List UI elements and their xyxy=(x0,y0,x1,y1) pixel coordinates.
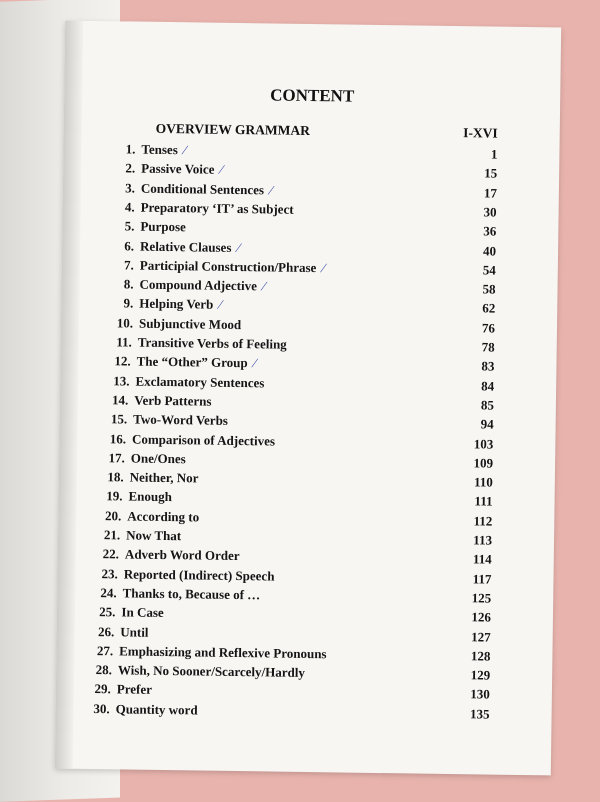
toc-entry-page: 114 xyxy=(472,551,492,567)
toc-entry-page: 17 xyxy=(483,185,497,201)
toc-entry-title: Until xyxy=(120,623,149,640)
toc-entry-number: 5. xyxy=(124,218,135,234)
toc-entry-page: 103 xyxy=(473,435,494,452)
toc-entry-title: One/Ones xyxy=(130,450,186,467)
toc-entry-title: Exclamatory Sentences xyxy=(135,373,265,390)
pen-tick-mark: ⁄ xyxy=(262,278,266,294)
toc-entry-page: 110 xyxy=(473,474,493,490)
toc-entry-number: 26. xyxy=(97,623,115,639)
toc-entry-page: 30 xyxy=(483,204,497,220)
toc-entry-title: Thanks to, Because of … xyxy=(122,585,261,603)
toc-entry-page: 40 xyxy=(482,242,497,259)
toc-entry-title: Conditional Sentences ⁄ xyxy=(140,180,273,198)
toc-entry-page: 111 xyxy=(474,493,493,509)
toc-entry-title: Preparatory ‘IT’ as Subject xyxy=(140,199,294,217)
toc-entry-number: 19. xyxy=(106,488,123,504)
toc-entry-title: Helping Verb ⁄ xyxy=(139,296,222,313)
pen-tick-mark: ⁄ xyxy=(220,162,223,178)
toc-entry-title: In Case xyxy=(121,604,164,621)
toc-entry-title: Verb Patterns xyxy=(134,392,212,409)
toc-entry-number: 16. xyxy=(109,430,127,446)
toc-entry-title: Participial Construction/Phrase ⁄ xyxy=(139,257,325,276)
toc-entry-page: 126 xyxy=(471,609,492,625)
toc-entry-title: Wish, No Sooner/Scarcely/Hardly xyxy=(117,662,306,681)
toc-entry-page: 58 xyxy=(482,281,496,297)
toc-entry-number: 21. xyxy=(103,527,121,543)
toc-entry-title: Two-Word Verbs xyxy=(133,411,229,429)
toc-entry-page: 135 xyxy=(470,705,490,722)
toc-entry-page: 125 xyxy=(471,590,492,606)
overview-label: OVERVIEW GRAMMAR xyxy=(155,120,310,138)
toc-entry-number: 7. xyxy=(123,257,134,273)
toc-entry-title: The “Other” Group ⁄ xyxy=(136,353,256,371)
toc-entry-number: 9. xyxy=(123,295,134,311)
toc-entry-number: 15. xyxy=(110,411,128,427)
toc-entry-page: 117 xyxy=(472,570,492,587)
toc-entry-page: 112 xyxy=(473,513,493,529)
pen-tick-mark: ⁄ xyxy=(253,355,256,371)
table-of-contents xyxy=(55,21,561,776)
document-page xyxy=(55,21,561,776)
toc-entry-title: Prefer xyxy=(116,681,153,698)
toc-entry-number: 6. xyxy=(124,237,135,254)
toc-entry-page: 128 xyxy=(470,648,491,664)
toc-entry-number: 11. xyxy=(116,334,132,350)
toc-entry-title: Enough xyxy=(128,488,172,505)
pen-tick-mark: ⁄ xyxy=(219,297,222,313)
pen-tick-mark: ⁄ xyxy=(269,182,273,198)
toc-entry-page: 36 xyxy=(483,223,497,239)
pen-tick-mark: ⁄ xyxy=(322,259,325,276)
page-title: CONTENT xyxy=(270,85,355,106)
toc-entry-page: 54 xyxy=(482,262,496,278)
toc-entry-title: Transitive Verbs of Feeling xyxy=(137,334,287,352)
toc-entry-number: 24. xyxy=(100,585,117,601)
toc-entry-title: Relative Clauses ⁄ xyxy=(140,238,240,255)
toc-entry-number: 13. xyxy=(113,372,130,389)
toc-entry-page: 127 xyxy=(471,628,491,645)
toc-entry-page: 84 xyxy=(481,378,495,394)
toc-entry-title: According to xyxy=(127,508,200,525)
toc-entry-number: 14. xyxy=(111,392,129,408)
toc-entry-number: 30. xyxy=(93,700,110,716)
toc-entry-number: 1. xyxy=(125,141,136,157)
toc-entry-title: Quantity word xyxy=(115,701,198,718)
toc-entry-title: Adverb Word Order xyxy=(124,546,240,564)
toc-entry-title: Neither, Nor xyxy=(129,469,199,486)
toc-entry-number: 23. xyxy=(101,565,118,581)
toc-entry-title: Passive Voice ⁄ xyxy=(141,160,223,178)
toc-entry-page: 129 xyxy=(470,667,491,683)
toc-entry-number: 17. xyxy=(108,450,125,466)
toc-entry-title: Now That xyxy=(126,527,182,544)
toc-entry-title: Subjunctive Mood xyxy=(138,315,242,332)
toc-entry-number: 3. xyxy=(125,180,136,196)
toc-entry-title: Purpose xyxy=(140,218,186,235)
toc-entry-title: Reported (Indirect) Speech xyxy=(123,566,275,584)
toc-entry-page: 130 xyxy=(470,686,490,702)
toc-entry-page: 15 xyxy=(484,165,498,181)
toc-entry-page: 62 xyxy=(482,300,496,316)
toc-entry-number: 25. xyxy=(99,604,116,620)
toc-entry-page: 83 xyxy=(481,358,495,374)
toc-entry-number: 27. xyxy=(96,642,114,659)
pen-tick-mark: ⁄ xyxy=(237,239,240,255)
pen-tick-mark: ⁄ xyxy=(183,142,187,158)
toc-entry-number: 8. xyxy=(123,276,134,292)
toc-entry-page: 76 xyxy=(481,320,496,336)
toc-entry-page: 1 xyxy=(490,146,498,162)
toc-entry-page: 85 xyxy=(480,397,495,413)
toc-entry-title: Emphasizing and Reflexive Pronouns xyxy=(119,643,327,662)
toc-entry-page: 94 xyxy=(480,416,494,432)
toc-entry-page: 113 xyxy=(473,532,493,548)
toc-entry-number: 20. xyxy=(104,507,122,524)
toc-entry-number: 12. xyxy=(114,353,131,369)
toc-entry-page: 78 xyxy=(481,339,495,355)
toc-entry-number: 18. xyxy=(107,469,124,485)
toc-entry-title: Comparison of Adjectives xyxy=(131,431,276,449)
toc-entry-title: Tenses ⁄ xyxy=(141,141,187,158)
toc-entry-number: 22. xyxy=(102,546,120,562)
toc-entry-page: 109 xyxy=(473,455,494,471)
toc-entry-number: 10. xyxy=(116,315,134,331)
toc-entry-number: 29. xyxy=(94,681,111,697)
toc-entry-number: 28. xyxy=(95,662,113,678)
toc-entry-title: Compound Adjective ⁄ xyxy=(139,276,266,294)
toc-entry-number: 4. xyxy=(124,199,135,215)
overview-page: I-XVI xyxy=(463,125,498,141)
toc-entry-number: 2. xyxy=(125,160,136,176)
